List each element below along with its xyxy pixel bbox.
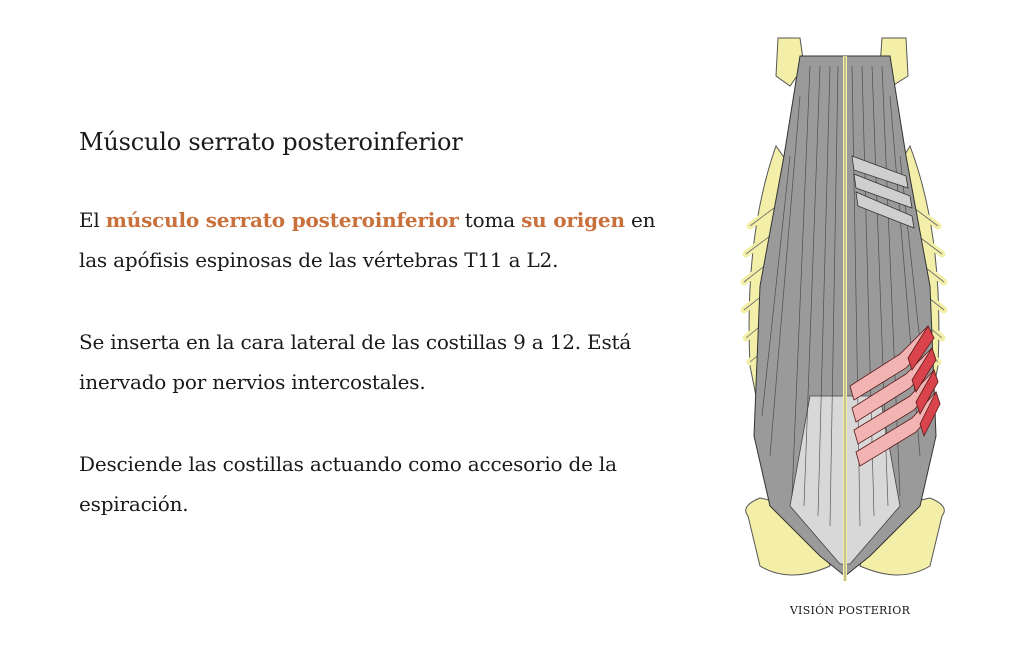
page-title: Músculo serrato posteroinferior bbox=[79, 128, 463, 156]
paragraph-origin bbox=[79, 200, 659, 280]
highlight-origin: su origen bbox=[521, 208, 625, 232]
anatomy-illustration bbox=[730, 36, 960, 584]
back-muscles-illustration bbox=[730, 36, 960, 584]
figure-caption: VISIÓN POSTERIOR bbox=[789, 604, 911, 617]
paragraph-text: toma bbox=[458, 208, 522, 232]
paragraph-insertion: Se inserta en la cara lateral de las costillas 9 a 12. Está inervado por nervios intercostales. bbox=[79, 330, 632, 394]
text-panel bbox=[79, 128, 659, 566]
paragraph-text: El bbox=[79, 208, 106, 232]
paragraph-text: en las apófisis espinosas de las vértebras T11 a L2. bbox=[79, 208, 656, 272]
paragraph-function: Desciende las costillas actuando como accesorio de la espiración. bbox=[79, 452, 617, 516]
highlight-muscle-name: músculo serrato posteroinferior bbox=[105, 208, 459, 232]
